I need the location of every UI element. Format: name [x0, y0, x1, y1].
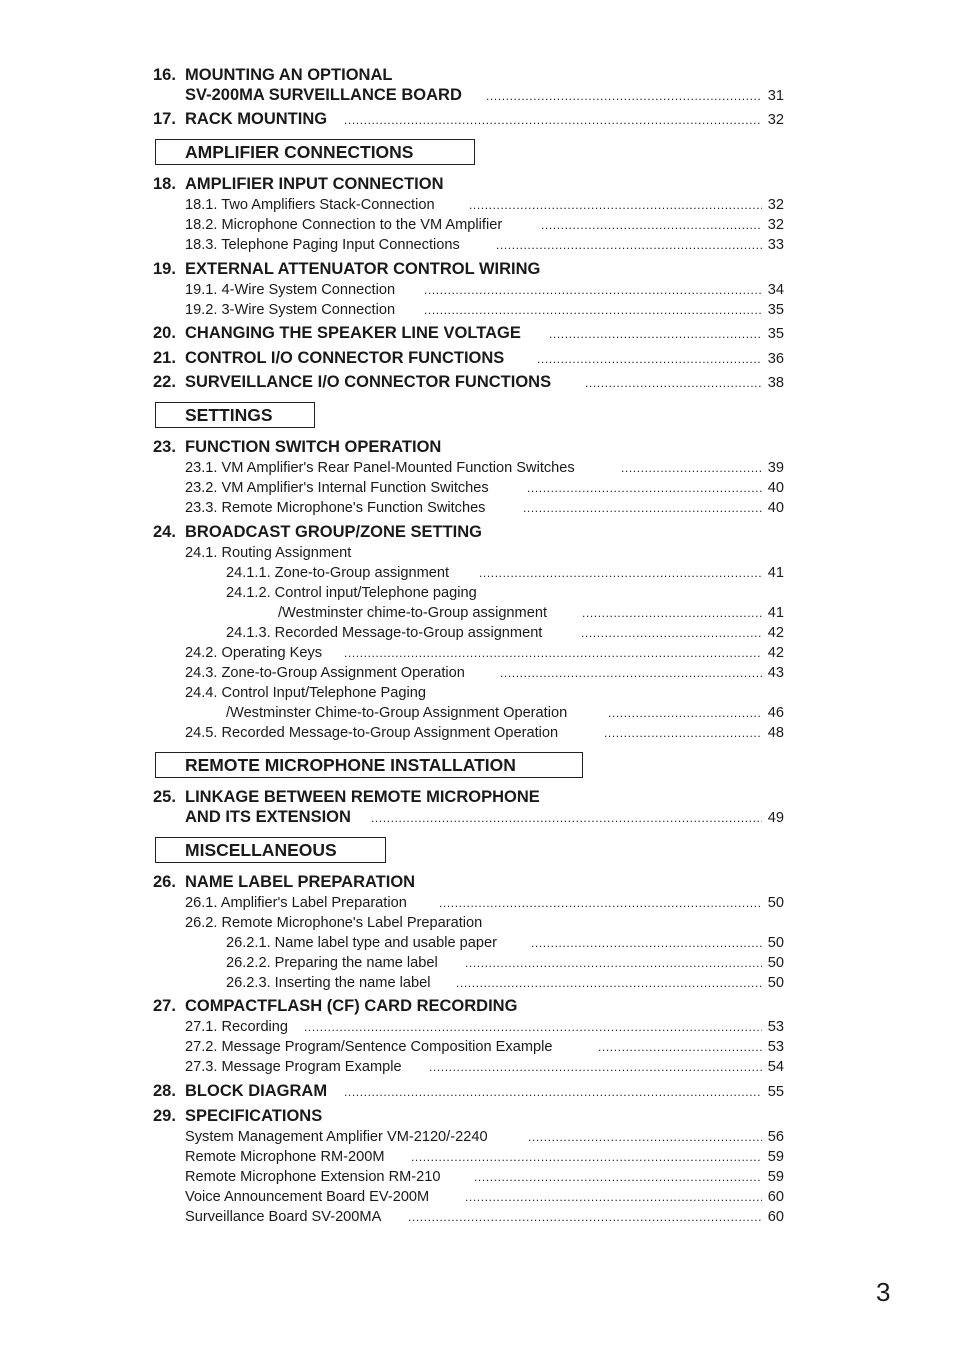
- leader-dots: [469, 195, 762, 215]
- leader-dots: [439, 893, 762, 913]
- leader-dots: [411, 1147, 762, 1167]
- page-ref: 60: [767, 1209, 784, 1225]
- page-ref: 46: [767, 705, 784, 721]
- toc-entry-29-remote-mic[interactable]: [0, 1147, 954, 1167]
- leader-dots: [424, 300, 762, 320]
- toc-entry-29[interactable]: [0, 1106, 954, 1126]
- entry-title: 24.3. Zone-to-Group Assignment Operation: [185, 665, 465, 681]
- leader-dots: [523, 498, 762, 518]
- entry-title: LINKAGE BETWEEN REMOTE MICROPHONE: [185, 788, 540, 806]
- leader-dots: [585, 373, 762, 393]
- toc-entry-27[interactable]: [0, 996, 954, 1016]
- toc-entry-24-1-2-cont[interactable]: [0, 603, 954, 623]
- section-heading-remote-microphone-installation: REMOTE MICROPHONE INSTALLATION: [155, 752, 583, 778]
- page-ref: 60: [767, 1189, 784, 1205]
- leader-dots: [528, 1127, 762, 1147]
- toc-entry-18[interactable]: [0, 174, 954, 194]
- leader-dots: [344, 110, 762, 130]
- entry-title: 19.1. 4-Wire System Connection: [185, 282, 396, 298]
- entry-title: RACK MOUNTING: [185, 110, 328, 128]
- page-ref: 54: [767, 1059, 784, 1075]
- leader-dots: [465, 953, 762, 973]
- entry-number: 26.: [153, 873, 176, 891]
- entry-title: Surveillance Board SV-200MA: [185, 1209, 382, 1225]
- page-ref: 36: [767, 351, 784, 367]
- leader-dots: [527, 478, 762, 498]
- entry-title: BROADCAST GROUP/ZONE SETTING: [185, 523, 483, 541]
- entry-title: 23.1. VM Amplifier's Rear Panel-Mounted Function Switches: [185, 460, 575, 476]
- toc-entry-26-1[interactable]: [0, 893, 954, 913]
- page-ref: 34: [767, 282, 784, 298]
- leader-dots: [465, 1187, 762, 1207]
- toc-entry-22[interactable]: [0, 372, 954, 392]
- leader-dots: [608, 703, 762, 723]
- entry-title: 23.3. Remote Microphone's Function Switches: [185, 500, 486, 516]
- page-ref: 48: [767, 725, 784, 741]
- entry-title: System Management Amplifier VM-2120/-2240: [185, 1129, 488, 1145]
- toc-entry-25[interactable]: [0, 787, 954, 807]
- toc-entry-19-2[interactable]: [0, 300, 954, 320]
- entry-title: SPECIFICATIONS: [185, 1107, 323, 1125]
- leader-dots: [479, 563, 762, 583]
- entry-title: 27.2. Message Program/Sentence Composition Example: [185, 1039, 553, 1055]
- entry-title: AMPLIFIER INPUT CONNECTION: [185, 175, 444, 193]
- page-ref: 50: [767, 935, 784, 951]
- entry-title: SV-200MA SURVEILLANCE BOARD: [185, 86, 462, 104]
- toc-entry-24-1-1[interactable]: [0, 563, 954, 583]
- leader-dots: [344, 1082, 762, 1102]
- entry-title: 24.1. Routing Assignment: [185, 545, 352, 561]
- page-ref: 31: [767, 88, 784, 104]
- page-ref: 53: [767, 1039, 784, 1055]
- toc-entry-26[interactable]: [0, 872, 954, 892]
- entry-number: 24.: [153, 523, 176, 541]
- toc-entry-24[interactable]: [0, 522, 954, 542]
- toc-entry-24-1-3[interactable]: [0, 623, 954, 643]
- toc-entry-24-5[interactable]: [0, 723, 954, 743]
- leader-dots: [456, 973, 762, 993]
- section-heading-miscellaneous: MISCELLANEOUS: [155, 837, 386, 863]
- leader-dots: [537, 349, 762, 369]
- toc-entry-16[interactable]: [0, 65, 954, 85]
- page-ref: 32: [767, 217, 784, 233]
- page-ref: 41: [767, 605, 784, 621]
- toc-entry-27-2[interactable]: [0, 1037, 954, 1057]
- toc-entry-24-1-2[interactable]: [0, 583, 954, 603]
- toc-entry-23-3[interactable]: [0, 498, 954, 518]
- leader-dots: [429, 1057, 762, 1077]
- entry-title: 24.5. Recorded Message-to-Group Assignment Operation: [185, 725, 559, 741]
- toc-entry-24-1[interactable]: [0, 543, 954, 563]
- page-ref: 40: [767, 500, 784, 516]
- toc-entry-26-2[interactable]: [0, 913, 954, 933]
- toc-entry-29-remote-ext[interactable]: [0, 1167, 954, 1187]
- leader-dots: [474, 1167, 762, 1187]
- entry-title: BLOCK DIAGRAM: [185, 1082, 328, 1100]
- entry-title: 18.2. Microphone Connection to the VM Amplifier: [185, 217, 503, 233]
- page-ref: 55: [767, 1084, 784, 1100]
- leader-dots: [408, 1207, 762, 1227]
- leader-dots: [424, 280, 762, 300]
- entry-number: 20.: [153, 324, 176, 342]
- page-ref: 32: [767, 112, 784, 128]
- leader-dots: [621, 458, 762, 478]
- page-ref: 35: [767, 302, 784, 318]
- entry-title: SURVEILLANCE I/O CONNECTOR FUNCTIONS: [185, 373, 552, 391]
- leader-dots: [541, 215, 762, 235]
- leader-dots: [496, 235, 762, 255]
- leader-dots: [531, 933, 762, 953]
- toc-entry-23-1[interactable]: [0, 458, 954, 478]
- toc-entry-17[interactable]: [0, 109, 954, 129]
- leader-dots: [486, 86, 762, 106]
- entry-number: 25.: [153, 788, 176, 806]
- section-heading-amplifier-connections: AMPLIFIER CONNECTIONS: [155, 139, 475, 165]
- toc-entry-29-voice-board[interactable]: [0, 1187, 954, 1207]
- toc-entry-27-3[interactable]: [0, 1057, 954, 1077]
- entry-title: /Westminster Chime-to-Group Assignment Operation: [226, 705, 568, 721]
- page-ref: 49: [767, 810, 784, 826]
- entry-title: 26.1. Amplifier's Label Preparation: [185, 895, 407, 911]
- page-ref: 33: [767, 237, 784, 253]
- leader-dots: [304, 1017, 762, 1037]
- leader-dots: [581, 623, 762, 643]
- entry-title: 26.2.1. Name label type and usable paper: [226, 935, 497, 951]
- page-ref: 38: [767, 375, 784, 391]
- leader-dots: [604, 723, 762, 743]
- toc-entry-23[interactable]: [0, 437, 954, 457]
- toc-entry-26-2-3[interactable]: [0, 973, 954, 993]
- toc-entry-24-4-cont[interactable]: [0, 703, 954, 723]
- entry-title: 18.1. Two Amplifiers Stack-Connection: [185, 197, 435, 213]
- toc-entry-24-2[interactable]: [0, 643, 954, 663]
- toc-entry-18-2[interactable]: [0, 215, 954, 235]
- page-ref: 50: [767, 975, 784, 991]
- toc-entry-20[interactable]: [0, 323, 954, 343]
- leader-dots: [371, 808, 762, 828]
- entry-title: 27.1. Recording: [185, 1019, 289, 1035]
- entry-title: Voice Announcement Board EV-200M: [185, 1189, 430, 1205]
- entry-title: CONTROL I/O CONNECTOR FUNCTIONS: [185, 349, 505, 367]
- toc-entry-28[interactable]: [0, 1081, 954, 1101]
- toc-entry-29-surveillance-board[interactable]: [0, 1207, 954, 1227]
- entry-title: 24.1.3. Recorded Message-to-Group assignment: [226, 625, 543, 641]
- page-ref: 53: [767, 1019, 784, 1035]
- entry-title: /Westminster chime-to-Group assignment: [278, 605, 547, 621]
- page-number: 3: [876, 1277, 891, 1307]
- page-ref: 42: [767, 625, 784, 641]
- entry-title: MOUNTING AN OPTIONAL: [185, 66, 393, 84]
- entry-title: 24.4. Control Input/Telephone Paging: [185, 685, 426, 701]
- entry-title: 27.3. Message Program Example: [185, 1059, 402, 1075]
- toc-entry-29-amplifier[interactable]: [0, 1127, 954, 1147]
- entry-number: 21.: [153, 349, 176, 367]
- page-ref: 40: [767, 480, 784, 496]
- leader-dots: [549, 324, 762, 344]
- page-ref: 41: [767, 565, 784, 581]
- entry-number: 27.: [153, 997, 176, 1015]
- toc-entry-21[interactable]: [0, 348, 954, 368]
- leader-dots: [598, 1037, 762, 1057]
- entry-title: Remote Microphone Extension RM-210: [185, 1169, 441, 1185]
- entry-number: 29.: [153, 1107, 176, 1125]
- entry-title: COMPACTFLASH (CF) CARD RECORDING: [185, 997, 518, 1015]
- section-heading-settings: SETTINGS: [155, 402, 315, 428]
- toc-entry-18-3[interactable]: [0, 235, 954, 255]
- entry-number: 16.: [153, 66, 176, 84]
- entry-title: FUNCTION SWITCH OPERATION: [185, 438, 442, 456]
- page-ref: 43: [767, 665, 784, 681]
- toc-entry-27-1[interactable]: [0, 1017, 954, 1037]
- entry-title: 24.2. Operating Keys: [185, 645, 323, 661]
- page-ref: 32: [767, 197, 784, 213]
- entry-title: AND ITS EXTENSION: [185, 808, 351, 826]
- toc-entry-16-cont[interactable]: [0, 85, 954, 105]
- entry-number: 18.: [153, 175, 176, 193]
- page-ref: 59: [767, 1149, 784, 1165]
- leader-dots: [582, 603, 762, 623]
- entry-title: 24.1.1. Zone-to-Group assignment: [226, 565, 450, 581]
- entry-title: NAME LABEL PREPARATION: [185, 873, 416, 891]
- toc-entry-26-2-2[interactable]: [0, 953, 954, 973]
- entry-title: 18.3. Telephone Paging Input Connections: [185, 237, 460, 253]
- toc-entry-24-3[interactable]: [0, 663, 954, 683]
- entry-title: CHANGING THE SPEAKER LINE VOLTAGE: [185, 324, 521, 342]
- page-ref: 59: [767, 1169, 784, 1185]
- toc-entry-25-cont[interactable]: [0, 807, 954, 827]
- entry-title: 23.2. VM Amplifier's Internal Function Switches: [185, 480, 489, 496]
- leader-dots: [500, 663, 762, 683]
- entry-title: 26.2.3. Inserting the name label: [226, 975, 431, 991]
- toc-entry-24-4[interactable]: [0, 683, 954, 703]
- leader-dots: [344, 643, 762, 663]
- toc-entry-23-2[interactable]: [0, 478, 954, 498]
- toc-entry-19[interactable]: [0, 259, 954, 279]
- entry-number: 23.: [153, 438, 176, 456]
- entry-number: 28.: [153, 1082, 176, 1100]
- toc-entry-18-1[interactable]: [0, 195, 954, 215]
- entry-number: 17.: [153, 110, 176, 128]
- toc-entry-19-1[interactable]: [0, 280, 954, 300]
- entry-title: Remote Microphone RM-200M: [185, 1149, 385, 1165]
- page-ref: 42: [767, 645, 784, 661]
- toc-entry-26-2-1[interactable]: [0, 933, 954, 953]
- page-ref: 35: [767, 326, 784, 342]
- page-ref: 56: [767, 1129, 784, 1145]
- page-ref: 50: [767, 895, 784, 911]
- entry-title: 24.1.2. Control input/Telephone paging: [226, 585, 477, 601]
- entry-title: EXTERNAL ATTENUATOR CONTROL WIRING: [185, 260, 541, 278]
- page-ref: 39: [767, 460, 784, 476]
- entry-title: 26.2.2. Preparing the name label: [226, 955, 438, 971]
- page-ref: 50: [767, 955, 784, 971]
- entry-number: 19.: [153, 260, 176, 278]
- entry-number: 22.: [153, 373, 176, 391]
- entry-title: 19.2. 3-Wire System Connection: [185, 302, 396, 318]
- entry-title: 26.2. Remote Microphone's Label Preparation: [185, 915, 483, 931]
